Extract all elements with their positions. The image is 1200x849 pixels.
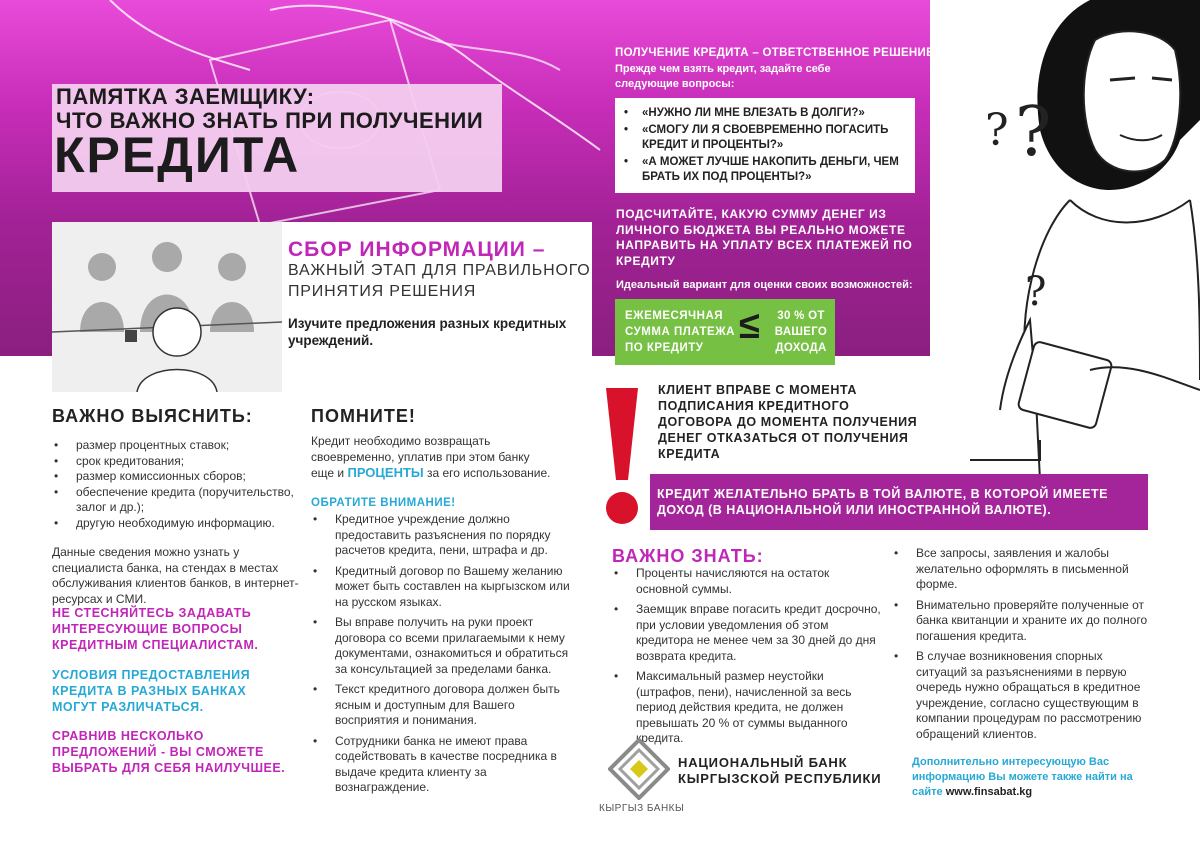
list-item: • размер процентных ставок; [52,438,302,454]
decision-heading: ПОЛУЧЕНИЕ КРЕДИТА – ОТВЕТСТВЕННОЕ РЕШЕНИЕ [615,47,935,59]
list-item: • срок кредитования; [52,454,302,470]
formula-right-line: ДОХОДА [775,342,827,354]
must-know-list-2 [892,546,1150,747]
list-item: • «НУЖНО ЛИ МНЕ ВЛЕЗАТЬ В ДОЛГИ?» [618,106,908,121]
bank-name-line: КЫРГЫЗСКОЙ РЕСПУБЛИКИ [678,771,882,786]
attention-list [311,512,571,801]
remember-highlight: ПРОЦЕНТЫ [347,465,424,480]
remember-text-start: Кредит необходимо возвращать своевременно, уплатив при этом банку еще и [311,434,530,480]
formula-right-line: 30 % ОТ [777,310,825,322]
important-find-heading: ВАЖНО ВЫЯСНИТЬ: [52,406,253,426]
question-mark-icon: ? [985,105,1009,156]
callout-compare-offers: СРАВНИВ НЕСКОЛЬКО ПРЕДЛОЖЕНИЙ - ВЫ СМОЖЕТЕ ВЫБРАТЬ ДЛЯ СЕБЯ НАИЛУЧШЕЕ. [52,729,286,775]
list-item: • другую необходимую информацию. [52,516,302,532]
list-item: • В случае возникновения спорных ситуаций за разъяснениями в первую очередь нужно обращаться в кредитное учреждение, согласно существующим в компании процедурам по рассмотрению обращений клиентов. [892,649,1150,742]
list-item: • «А МОЖЕТ ЛУЧШЕ НАКОПИТЬ ДЕНЬГИ, ЧЕМ БРАТЬ ИХ ПОД ПРОЦЕНТЫ?» [618,155,908,185]
questions-list [618,106,908,187]
important-find-list [52,438,302,531]
more-info-sentence: Дополнительно интересующую Вас информацию Вы можете также найти на сайте [912,756,1133,798]
more-info-text [912,755,1142,800]
question-mark-icon: ? [1025,269,1047,315]
logo-caption: КЫРГЫЗ БАНКЫ [599,803,685,814]
info-subtitle-1: ВАЖНЫЙ ЭТАП ДЛЯ ПРАВИЛЬНОГО [288,262,591,279]
remember-heading: ПОМНИТЕ! [311,406,416,426]
meeting-illustration [52,222,282,392]
list-item: • Все запросы, заявления и жалобы желательно оформлять в письменной форме. [892,546,1150,593]
budget-calc-text: ПОДСЧИТАЙТЕ, КАКУЮ СУММУ ДЕНЕГ ИЗ ЛИЧНОГО БЮДЖЕТА ВЫ РЕАЛЬНО МОЖЕТЕ НАПРАВИТЬ НА УПЛАТУ ВСЕХ ПЛАТЕЖЕЙ ПО КРЕДИТУ [616,207,913,268]
info-title: СБОР ИНФОРМАЦИИ – [288,238,546,261]
formula-left-line: ПО КРЕДИТУ [625,342,704,354]
info-text: Изучите предложения разных кредитных учреждений. [288,316,567,348]
client-right-text: КЛИЕНТ ВПРАВЕ С МОМЕНТА ПОДПИСАНИЯ КРЕДИТНОГО ДОГОВОРА ДО МОМЕНТА ПОЛУЧЕНИЯ ДЕНЕГ ОТКАЗАТЬСЯ ОТ ПОЛУЧЕНИЯ КРЕДИТА [658,383,918,461]
title-line-2: ЧТО ВАЖНО ЗНАТЬ ПРИ ПОЛУЧЕНИИ [56,108,484,133]
list-item: • Кредитный договор по Вашему желанию может быть составлен на кыргызском или на русском языках. [311,564,571,611]
list-item: • Текст кредитного договора должен быть ясным и доступным для Вашего восприятия и понимания. [311,682,571,729]
list-item: • размер комиссионных сборов; [52,469,302,485]
less-or-equal-sign: ≤ [739,305,760,347]
website-link[interactable]: www.finsabat.kg [945,786,1033,798]
must-know-heading: ВАЖНО ЗНАТЬ: [612,546,764,566]
title-main: КРЕДИТА [54,127,301,183]
must-know-list-1 [612,566,882,752]
ideal-option-label: Идеальный вариант для оценки своих возможностей: [616,279,913,291]
list-item: • Проценты начисляются на остаток основной суммы. [612,566,882,597]
question-mark-icon: ? [1015,93,1052,172]
list-item: • Максимальный размер неустойки (штрафов, пени), начисленной за весь период действия кредита, не должен превышать 20 % от суммы выданного кредита. [612,669,882,747]
info-subtitle-2: ПРИНЯТИЯ РЕШЕНИЯ [288,283,477,300]
decision-subheading: Прежде чем взять кредит, задайте себе следующие вопросы: [615,63,831,90]
exclamation-icon [602,388,642,528]
formula-right [772,308,830,356]
formula-left-line: СУММА ПЛАТЕЖА [625,326,735,338]
list-item: • обеспечение кредита (поручительство, залог и др.); [52,485,302,516]
callout-dont-hesitate: НЕ СТЕСНЯЙТЕСЬ ЗАДАВАТЬ ИНТЕРЕСУЮЩИЕ ВОПРОСЫ КРЕДИТНЫМ СПЕЦИАЛИСТАМ. [52,606,259,652]
list-item: • Вы вправе получить на руки проект договора со всеми прилагаемыми к нему документами, ознакомиться и обратиться за консультацией за пределами банка. [311,615,571,677]
list-item: • Внимательно проверяйте полученные от банка квитанции и храните их до полного погашения кредита. [892,598,1150,645]
formula-left [625,308,735,356]
attention-heading: ОБРАТИТЕ ВНИМАНИЕ! [311,497,456,509]
remember-text [311,434,556,482]
bank-name-line: НАЦИОНАЛЬНЫЙ БАНК [678,755,848,770]
list-item: • Сотрудники банка не имеют права содействовать в качестве посредника в выдаче кредита клиенту за вознаграждение. [311,734,571,796]
currency-text: КРЕДИТ ЖЕЛАТЕЛЬНО БРАТЬ В ТОЙ ВАЛЮТЕ, В КОТОРОЙ ИМЕЕТЕ ДОХОД (В НАЦИОНАЛЬНОЙ ИЛИ ИНОСТРАННОЙ ВАЛЮТЕ). [657,487,1108,517]
remember-text-end: за его использование. [423,466,551,480]
list-item: • «СМОГУ ЛИ Я СВОЕВРЕМЕННО ПОГАСИТЬ КРЕДИТ И ПРОЦЕНТЫ?» [618,123,908,153]
bank-logo-icon [608,738,670,800]
callout-conditions-differ: УСЛОВИЯ ПРЕДОСТАВЛЕНИЯ КРЕДИТА В РАЗНЫХ БАНКАХ МОГУТ РАЗЛИЧАТЬСЯ. [52,668,251,714]
bank-name [678,755,881,787]
thinking-woman-illustration [930,0,1200,520]
info-sources-paragraph: Данные сведения можно узнать у специалиста банка, на стендах в местах обслуживания клиентов банков, в интернет-ресурсах и СМИ. [52,545,299,606]
list-item: • Кредитное учреждение должно предоставить разъяснения по порядку расчетов кредита, пени, штрафа и др. [311,512,571,559]
formula-right-line: ВАШЕГО [774,326,828,338]
formula-left-line: ЕЖЕМЕСЯЧНАЯ [625,310,724,322]
title-line-1: ПАМЯТКА ЗАЕМЩИКУ: [56,84,315,109]
list-item: • Заемщик вправе погасить кредит досрочно, при условии уведомления об этом кредитора не менее чем за 30 дней до дня возврата кредита. [612,602,882,664]
